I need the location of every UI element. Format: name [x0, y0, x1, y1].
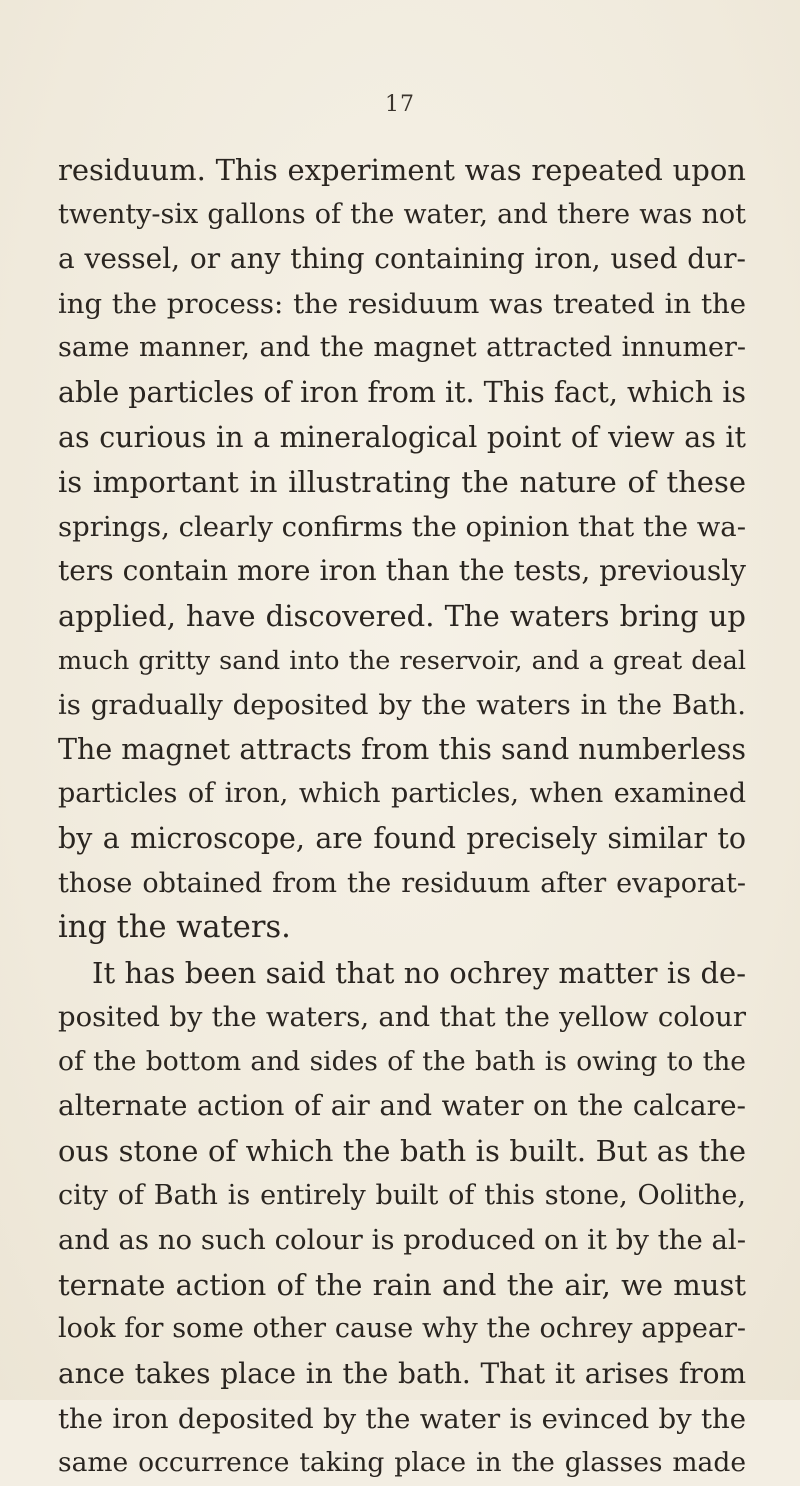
text-line: posited by the waters, and that the yellow colour — [58, 1001, 746, 1034]
text-line: ternate action of the rain and the air, we must — [58, 1267, 746, 1302]
text-line: the iron deposited by the water is evinced by the — [58, 1402, 746, 1435]
page-number: 17 — [385, 92, 415, 117]
text-line: ous stone of which the bath is built. But as the — [58, 1134, 746, 1169]
text-line: by a microscope, are found precisely similar to — [58, 821, 746, 855]
text-line: is gradually deposited by the waters in the Bath. — [58, 689, 746, 722]
text-line: a vessel, or any thing containing iron, used dur- — [58, 242, 746, 276]
text-line: same manner, and the magnet attracted innumer- — [58, 332, 746, 364]
text-line: The magnet attracts from this sand numberless — [58, 732, 746, 766]
text-line: ing the process: the residuum was treated in the — [58, 287, 746, 320]
text-line: residuum. This experiment was repeated upon — [58, 153, 746, 187]
text-line: as curious in a mineralogical point of view as it — [58, 420, 746, 454]
text-line: is important in illustrating the nature of these — [58, 465, 746, 500]
text-line: much gritty sand into the reservoir, and a great deal — [58, 645, 746, 676]
text-line: ters contain more iron than the tests, previously — [58, 554, 746, 588]
text-line: same occurrence taking place in the glasses made — [58, 1447, 746, 1479]
text-line: look for some other cause why the ochrey appear- — [58, 1313, 746, 1345]
text-line: It has been said that no ochrey matter is de- — [92, 955, 746, 990]
text-line: able particles of iron from it. This fact, which is — [58, 375, 746, 409]
text-line: those obtained from the residuum after evaporat- — [58, 867, 746, 899]
text-line: alternate action of air and water on the calcare- — [58, 1089, 746, 1123]
text-line: and as no such colour is produced on it by the al- — [58, 1224, 746, 1257]
text-line: city of Bath is entirely built of this stone, Oolithe, — [58, 1179, 746, 1211]
text-line: applied, have discovered. The waters bring up — [58, 598, 746, 633]
text-line: twenty-six gallons of the water, and there was not — [58, 198, 746, 230]
text-line: particles of iron, which particles, when examined — [58, 778, 746, 810]
body-text — [58, 148, 746, 1486]
text-line: of the bottom and sides of the bath is owing to the — [58, 1045, 746, 1077]
text-line: ance takes place in the bath. That it arises from — [58, 1357, 746, 1391]
text-line: ing the waters. — [58, 910, 291, 946]
text-line: springs, clearly confirms the opinion that the wa- — [58, 510, 746, 543]
